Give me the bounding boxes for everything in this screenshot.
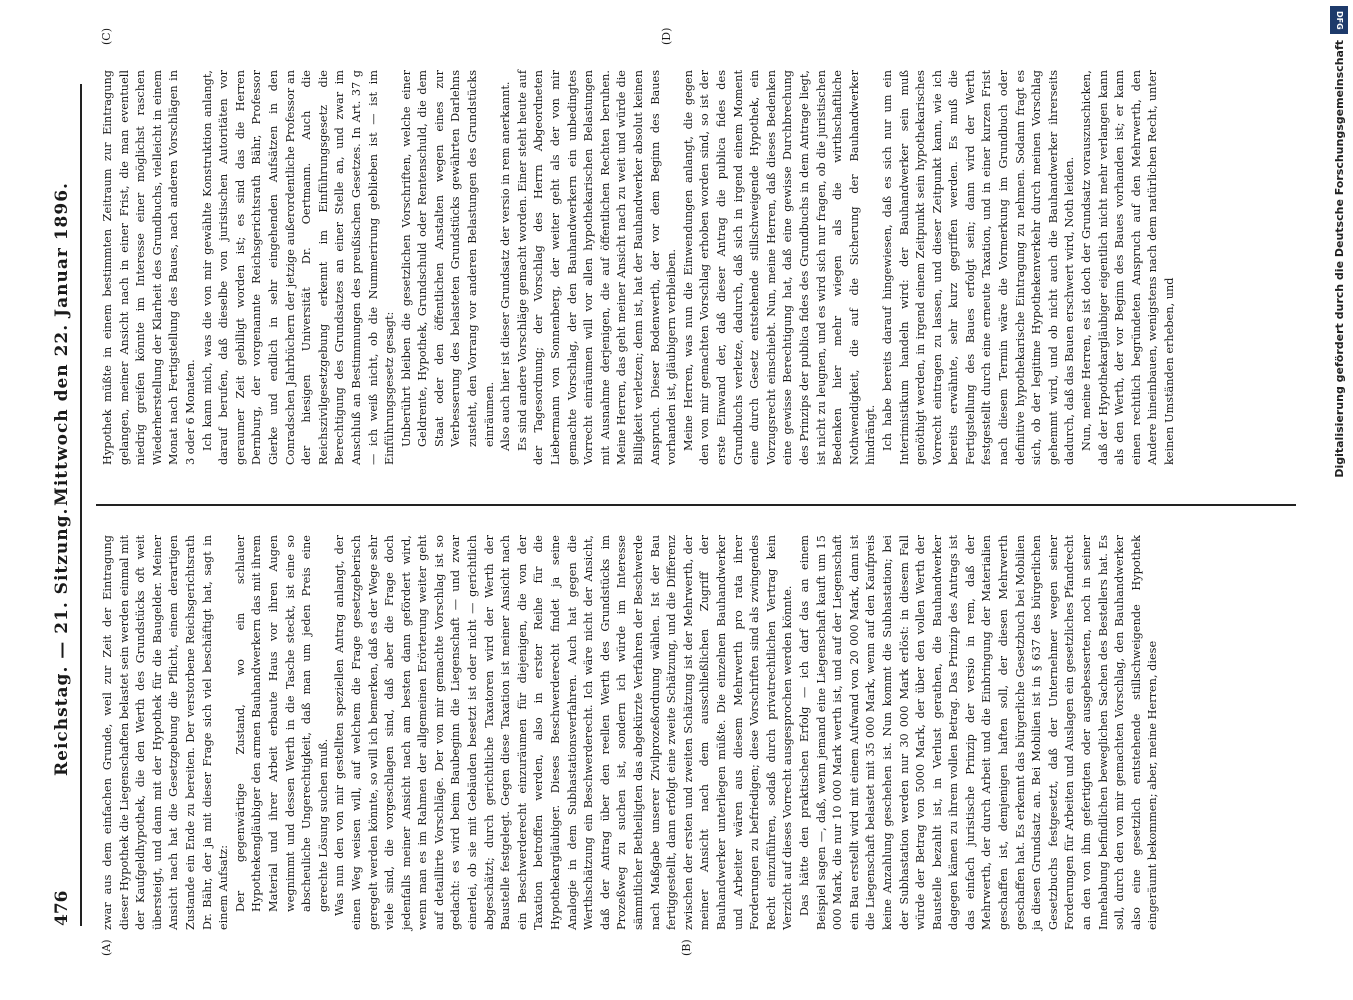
marker-b: (B) — [680, 939, 693, 956]
credit-text: Digitalisierung gefördert durch die Deutsche Forschungsgemeinschaft — [1333, 40, 1346, 478]
left-column — [100, 535, 1162, 930]
marker-a: (A) — [100, 939, 113, 956]
marker-d: (D) — [660, 27, 673, 45]
digitization-credit — [1327, 0, 1353, 1000]
page-number: 476 — [52, 890, 72, 926]
paragraph: Hypothek müßte in einem bestimmten Zeitraum zur Eintragung gelangen, meiner Ansicht nach in einer Frist, die man eventuell niedrig greifen könnte im Interesse einer möglichst raschen Wiederherstellung der Klarheit des Grundbuchs, vielleicht in einem Monat nach Fertigstellung des Baues, nach anderen Vorschlägen in 3 oder 6 Monaten. — [101, 70, 197, 465]
right-column — [100, 70, 1179, 465]
paragraph: Was nun den von mir gestellten speziellen Antrag anlangt, der einen Weg weisen will, auf welchem die Frage gesetzgeberisch geregelt werden könnte, so will ich bemerken, daß es der Wege sehr viele sind, die vorgeschlagen sind, daß aber die Frage doch jedenfalls meiner Ansicht nach am besten dann gefördert wird, wenn man es im Rahmen der allgemeinen Erörterung weiter geht auf detaillirte Vorschläge. Der von mir gemachte Vorschlag ist so gedacht: es wird beim Baubeginn die Liegenschaft — und zwar einerlei, ob sie mit Gebäuden besetzt ist oder nicht — gerichtlich abgeschätzt; durch gerichtliche Taxatoren wird der Werth der Baustelle festgelegt. Gegen diese Taxation ist meiner Ansicht nach ein Beschwerderecht einzuräumen für diejenigen, die von der Taxation betroffen werden, also in erster Reihe für die Hypothekargläubiger. Dieses Beschwerderecht findet ja seine Analogie in dem Subhastationsverfahren. Auch hat gegen die Werthschätzung ein Beschwerderecht. Ich wäre nicht der Ansicht, daß der Antrag über den reellen Werth des Grundstücks im Prozeßweg zu suchen ist, sondern ich würde im Interesse sämmtlicher Betheiligten das abgekürzte Verfahren der Beschwerde nach Maßgabe unserer Zivilprozeßordnung wählen. Ist der Bau fertiggestellt, dann erfolgt eine zweite Schätzung, und die Differenz zwischen der ersten und zweiten Schätzung ist der Mehrwerth, der meiner Ansicht nach dem ausschließlichen Zugriff der Bauhandwerker unterliegen müßte. Die einzelnen Bauhandwerker und Arbeiter wären aus diesem Mehrwerth pro rata ihrer Forderungen zu befriedigen; diese Vorschriften sind als zwingendes Recht einzuführen, sodaß durch privatrechtlichen Vertrag kein Verzicht auf dieses Vorrecht ausgesprochen werden könnte. — [333, 535, 795, 930]
quote-paragraph: Unberührt bleiben die gesetzlichen Vorschriften, welche einer Geldrente, Hypothek, Grundschuld oder Rentenschuld, die dem Staat oder den öffentlichen Anstalten wegen eines zur Verbesserung des belasteten Grundstücks gewährten Darlehns zusteht, den Vorrang vor anderen Belastungen des Grundstücks einräumen. — [399, 70, 496, 447]
paragraph: Also auch hier ist dieser Grundsatz der versio in rem anerkannt. — [499, 81, 513, 451]
paragraph: Ich kann mich, was die von mir gewählte Konstruktion anlangt, darauf berufen, daß dieselbe von juristischen Autoritäten vor geraumer Zeit gebilligt worden ist; es sind das die Herren Dernburg, der vorgenannte Reichsgerichtsrath Bähr, Professor Gierke und endlich in sehr eingehenden Aufsätzen in den Conradschen Jahrbüchern der jetzige außerordentliche Professor an der hiesigen Universität Dr. Oertmann. Auch die Reichszivilgesetzgebung erkennt im Einführungsgesetz die Berechtigung des Grundsatzes an einer Stelle an, und zwar im Anschluß an Bestimmungen des preußischen Gesetzes. In Art. 37 g — ich weiß nicht, ob die Nummerirung geblieben ist — ist im Einführungsgesetz gesagt: — [200, 70, 397, 465]
marker-c: (C) — [100, 28, 113, 45]
session-title: Reichstag. — 21. Sitzung. — [52, 507, 72, 776]
column-divider — [96, 504, 1296, 506]
quote-paragraph: Der gegenwärtige Zustand, wo ein schlauer Hypothekengläubiger den armen Bauhandwerkern das mit ihrem Material und ihrer Arbeit erbaute Haus vor ihren Augen wegnimmt und dessen Werth in die Tasche steckt, ist eine so abscheuliche Ungerechtigkeit, daß man um jeden Preis eine gerechte Lösung suchen muß. — [233, 535, 330, 912]
paragraph: Ich habe bereits darauf hingewiesen, daß es sich nur um ein Interimistikum handeln wird: der Bauhandwerker sein muß genöthigt werden, in irgend einem Zeitpunkt sein hypothekarisches Vorrecht eintragen zu lassen, und dieser Zeitpunkt kann, wie ich bereits erwähnte, sehr kurz gegriffen werden. Es muß die Fertigstellung des Baues erfolgt sein; dann wird der Werth festgestellt durch eine erneute Taxation, und in einer kurzen Frist nach diesem Termin wäre die Vormerkung im Grundbuch oder definitive hypothekarische Eintragung zu nehmen. Sodann fragt es sich, ob der legitime Hypothekenverkehr durch meinen Vorschlag gehemmt wird, und ob nicht auch die Bauhandwerker ihrerseits dadurch, daß das Bauen erschwert wird, Noth leiden. — [880, 70, 1077, 465]
paragraph: Nun, meine Herren, es ist doch der Grundsatz vorauszuschicken, daß der Hypothekargläubiger eigentlich nicht mehr verlangen kann als den Werth, der vor Beginn des Baues vorhanden ist; er kann einen rechtlich begründeten Anspruch auf den Mehrwerth, den Andere hineinbauen, wenigstens nach dem natürlichen Recht, unter keinen Umständen erheben, und — [1080, 70, 1176, 465]
paragraph: zwar aus dem einfachen Grunde, weil zur Zeit der Eintragung dieser Hypothek die Liegenschaften belastet sein werden einmal mit der Kaufgeldhypothek, die den Werth des Grundstücks oft weit übersteigt, und dann mit der Hypothek für die Baugelder. Meiner Ansicht nach hat die Gesetzgebung die Pflicht, einem derartigen Zustande ein Ende zu bereiten. Der verstorbene Reichsgerichtsrath Dr. Bähr, der ja mit dieser Frage sich viel beschäftigt hat, sagt in einem Aufsatz: — [101, 535, 231, 930]
paragraph: Meine Herren, was nun die Einwendungen anlangt, die gegen den von mir gemachten Vorschlag erhoben worden sind, so ist der erste Einwand der, daß dieser Antrag die publica fides des Grundbuchs verletze, dadurch, daß sich in irgend einem Moment eine durch Gesetz entstehende stillschweigende Hypothek, ein Vorzugsrecht einschiebt. Nun, meine Herren, daß dieses Bedenken eine gewisse Berechtigung hat, daß eine gewisse Durchbrechung des Prinzips der publica fides des Grundbuchs in dem Antrage liegt, ist nicht zu leugnen, und es wird sich nur fragen, ob die juristischen Bedenken hier mehr wiegen als die wirthschaftliche Nothwendigkeit, die auf die Sicherung der Bauhandwerker hindrängt. — [681, 70, 878, 465]
paragraph: Das hätte den praktischen Erfolg — ich darf das an einem Beispiel sagen —, daß, wenn jemand eine Liegenschaft kauft um 15 000 Mark, die nur 10 000 Mark werth ist, und auf der Liegenschaft ein Bau erstellt wird mit einem Aufwand von 20 000 Mark, dann ist die Liegenschaft belastet mit 35 000 Mark, wenn auf den Kaufpreis keine Anzahlung geschehen ist. Nun kommt die Subhastation; bei der Subhastation werden nur 30 000 Mark erlöst: in diesem Fall würde der Betrag von 5000 Mark, der über den vollen Werth der Baustelle bezahlt ist, in Verlust gerathen, die Bauhandwerker dagegen kämen zu ihrem vollen Betrag. Das Prinzip des Antrags ist das einfach juristische Prinzip der versio in rem, daß der Mehrwerth, der durch Arbeit und die Einbringung der Materialien geschaffen ist, demjenigen haften soll, der diesen Mehrwerth geschaffen hat. Es erkennt das bürgerliche Gesetzbuch bei Mobilien ja diesen Grundsatz an. Bei Mobilien ist in § 637 des bürgerlichen Gesetzbuchs festgesetzt, daß der Unternehmer wegen seiner Forderungen für Arbeiten und Auslagen ein gesetzliches Pfandrecht an den von ihm gefertigten oder ausgebesserten, noch in seiner Innehabung befindlichen beweglichen Sachen des Bestellers hat. Es soll, durch den von mir gemachten Vorschlag, den Bauhandwerker also eine gesetzlich entstehende stillschweigende Hypothek eingeräumt bekommen; aber, meine Herren, diese — [797, 535, 1160, 930]
page-header — [52, 84, 82, 926]
paragraph: Es sind andere Vorschläge gemacht worden. Einer steht heute auf der Tagesordnung; der Vorschlag des Herrn Abgeordneten Liebermann von Sonnenberg, der weiter geht als der von mir gemachte Vorschlag, der den Bauhandwerkern ein unbedingtes Vorrecht einräumen will vor allen hypothekarischen Belastungen mit Ausnahme derjenigen, die auf öffentlichen Rechten beruhen. Meine Herren, das geht meiner Ansicht nach zu weit und würde die Billigkeit verletzen; denn ist, hat der Bauhandwerker absolut keinen Anspruch. Dieser Bodenwerth, der vor dem Beginn des Baues vorhanden ist, gläubigern verbleiben. — [515, 70, 679, 465]
session-date: Mittwoch den 22. Januar 1896. — [52, 182, 72, 506]
dfg-logo: DFG — [1330, 6, 1348, 34]
